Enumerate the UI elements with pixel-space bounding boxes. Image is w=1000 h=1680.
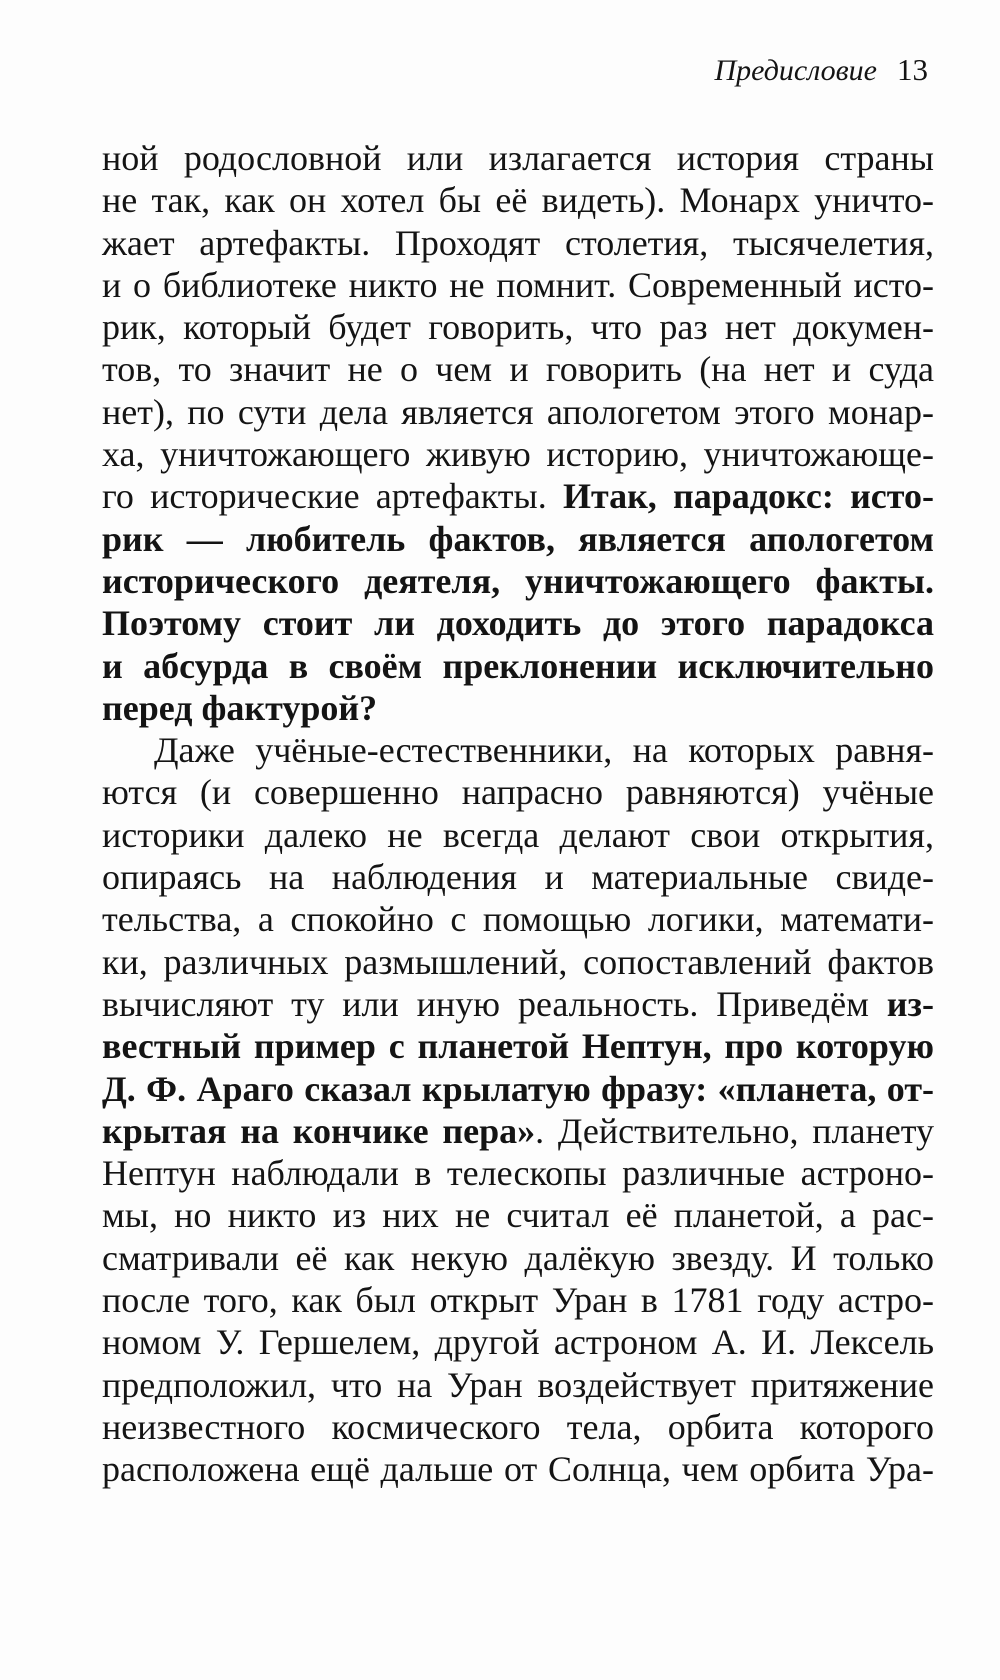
bold-text-run: исторического деятеля, уничтожающего факты. (102, 560, 934, 601)
page-number: 13 (897, 52, 928, 87)
text-run: ной родословной или излагается история страны (102, 138, 934, 178)
text-run: ха, уничтожающего живую историю, уничтожающе- (102, 434, 934, 475)
text-line (102, 264, 934, 306)
text-run: не так, как он хотел бы её видеть). Монарх уничто- (102, 180, 934, 221)
text-run: рик, который будет говорить, что раз нет докумен- (102, 307, 934, 348)
text-run: расположена ещё дальше от Солнца, чем орбита Ура- (102, 1449, 934, 1490)
bold-text-run: Д. Ф. Араго сказал крылатую фразу: «планета, от- (102, 1068, 934, 1109)
text-run: тельства, а спокойно с помощью логики, математи- (102, 899, 934, 940)
bold-text-run: Поэтому стоит ли доходить до этого парадокса (102, 603, 934, 644)
bold-text-run: рик — любитель фактов, является апологетом (102, 518, 934, 559)
text-run: . Действительно, планету (535, 1110, 934, 1151)
text-run: сматривали её как некую далёкую звезду. И только (102, 1237, 934, 1278)
text-line (102, 602, 934, 644)
text-line (102, 1321, 934, 1363)
text-line (102, 222, 934, 264)
text-run: нет), по сути дела является апологетом этого монар- (102, 391, 934, 432)
text-run: Нептун наблюдали в телескопы различные астроно- (102, 1153, 934, 1194)
text-run: ются (и совершенно напрасно равняются) учёные (102, 772, 934, 813)
paragraph (102, 729, 934, 1490)
text-line (102, 814, 934, 856)
text-run: вычисляют ту или иную реальность. Приведём (102, 983, 887, 1024)
text-line (102, 1448, 934, 1490)
text-line (102, 560, 934, 602)
text-line (102, 729, 934, 771)
text-run: предположил, что на Уран воздействует притяжение (102, 1364, 934, 1405)
text-run: ки, различных размышлений, сопоставлений фактов (102, 941, 934, 982)
text-run: мы, но никто из них не считал её планетой, а рас- (102, 1195, 934, 1236)
text-line (102, 1194, 934, 1236)
bold-text-run: перед фактурой? (102, 687, 378, 728)
text-line (102, 179, 934, 221)
text-run: неизвестного космического тела, орбита которого (102, 1406, 934, 1447)
text-line (102, 475, 934, 517)
text-line (102, 1364, 934, 1406)
text-run: тов, то значит не о чем и говорить (на нет и суда (102, 349, 934, 390)
text-line (102, 1068, 934, 1110)
text-line (102, 856, 934, 898)
text-line (102, 687, 934, 729)
text-run: опираясь на наблюдения и материальные свиде- (102, 857, 934, 898)
text-line (102, 1237, 934, 1279)
text-line (102, 306, 934, 348)
text-line (102, 433, 934, 475)
text-run: и о библиотеке никто не помнит. Современный исто- (102, 264, 934, 305)
text-line (102, 1279, 934, 1321)
text-run: Даже учёные-естественники, на которых равня- (154, 730, 934, 771)
text-line (102, 645, 934, 687)
bold-text-run: и абсурда в своём преклонении исключительно (102, 645, 934, 686)
text-line (102, 1110, 934, 1152)
text-line (102, 941, 934, 983)
bold-text-run: Итак, парадокс: исто- (562, 476, 934, 517)
text-run: после того, как был открыт Уран в 1781 году астро- (102, 1280, 934, 1321)
text-line (102, 391, 934, 433)
bold-text-run: из- (886, 983, 934, 1024)
text-line (102, 1406, 934, 1448)
text-line (102, 898, 934, 940)
text-line (102, 518, 934, 560)
text-run: жает артефакты. Проходят столетия, тысячелетия, (102, 222, 934, 263)
bold-text-run: крытая на кончике пера» (102, 1110, 536, 1151)
text-line (102, 137, 934, 179)
text-run: номом У. Гершелем, другой астроном А. И. Лексель (102, 1322, 934, 1363)
text-line (102, 771, 934, 813)
running-title: Предисловие (714, 54, 877, 87)
text-line (102, 1152, 934, 1194)
text-run: го исторические артефакты. (102, 476, 563, 517)
paragraph (102, 137, 934, 729)
text-line (102, 348, 934, 390)
body-text (102, 137, 934, 1491)
text-run: историки далеко не всегда делают свои открытия, (102, 814, 934, 855)
text-line (102, 1025, 934, 1067)
bold-text-run: вестный пример с планетой Нептун, про которую (102, 1026, 934, 1067)
running-head (714, 52, 928, 88)
text-line (102, 983, 934, 1025)
